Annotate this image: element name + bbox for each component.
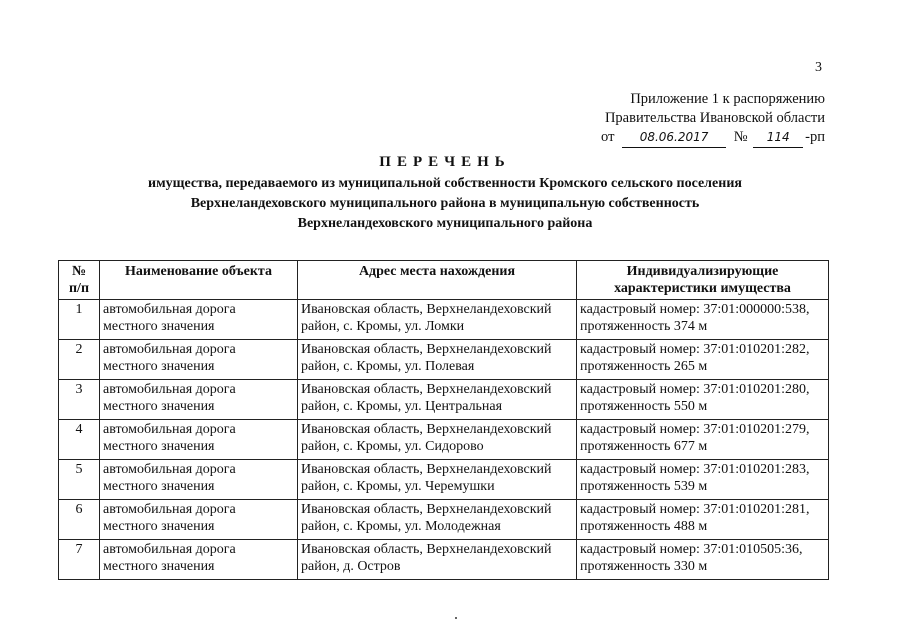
header-name: Наименование объекта [100, 261, 298, 300]
row-object-name [100, 340, 298, 380]
row-address-addr1: Ивановская область, Верхнеландеховский [301, 542, 552, 557]
row-num [59, 420, 100, 460]
row-characteristics [577, 540, 829, 580]
row-address-addr2: район, с. Кромы, ул. Молодежная [301, 519, 501, 534]
row-num-num: 3 [75, 382, 83, 397]
appendix-date: 08.06.2017 [622, 128, 726, 148]
row-address-addr1: Ивановская область, Верхнеландеховский [301, 382, 552, 397]
row-num-num: 2 [75, 342, 83, 357]
row-characteristics-char2: протяженность 488 м [580, 519, 708, 534]
row-object-name-name1: автомобильная дорога [103, 302, 236, 317]
appendix-block [601, 90, 825, 148]
table-row [59, 460, 829, 500]
appendix-from-label: от [601, 129, 615, 145]
row-num [59, 500, 100, 540]
row-address-addr2: район, с. Кромы, ул. Полевая [301, 359, 475, 374]
row-address [298, 460, 577, 500]
row-address-addr2: район, с. Кромы, ул. Сидорово [301, 439, 484, 454]
title-line-1: имущества, передаваемого из муниципальной собственности Кромского сельского поселения [148, 176, 742, 191]
scan-speck [455, 617, 457, 619]
row-num-num: 6 [75, 502, 83, 517]
row-num [59, 340, 100, 380]
row-characteristics-char1: кадастровый номер: 37:01:010201:279, [580, 422, 810, 437]
table-body [59, 300, 829, 580]
header-chars-line-2: характеристики имущества [614, 281, 791, 296]
row-object-name [100, 420, 298, 460]
row-object-name-name2: местного значения [103, 359, 215, 374]
row-characteristics [577, 380, 829, 420]
row-characteristics-char1: кадастровый номер: 37:01:010201:280, [580, 382, 810, 397]
row-characteristics [577, 500, 829, 540]
row-address-addr2: район, с. Кромы, ул. Ломки [301, 319, 465, 334]
title-line-2: Верхнеландеховского муниципального района в муниципальную собственность [190, 196, 700, 211]
row-characteristics [577, 420, 829, 460]
table-header-row [59, 261, 829, 300]
header-chars-line-1: Индивидуализирующие [626, 264, 779, 279]
row-characteristics [577, 300, 829, 340]
row-object-name-name1: автомобильная дорога [103, 382, 236, 397]
row-object-name [100, 460, 298, 500]
row-characteristics [577, 340, 829, 380]
row-address-addr2: район, с. Кромы, ул. Черемушки [301, 479, 495, 494]
appendix-line-1: Приложение 1 к распоряжению [630, 91, 825, 107]
row-num-num: 7 [75, 542, 83, 557]
header-num-line-2: п/п [68, 281, 90, 296]
row-address [298, 380, 577, 420]
row-characteristics-char1: кадастровый номер: 37:01:010201:281, [580, 502, 810, 517]
row-characteristics-char1: кадастровый номер: 37:01:010201:283, [580, 462, 810, 477]
appendix-number-label: № [733, 129, 748, 145]
row-object-name-name1: автомобильная дорога [103, 342, 236, 357]
row-characteristics-char2: протяженность 330 м [580, 559, 708, 574]
row-address [298, 420, 577, 460]
table-row [59, 300, 829, 340]
table-row [59, 540, 829, 580]
appendix-number: 114 [753, 128, 803, 148]
row-address-addr1: Ивановская область, Верхнеландеховский [301, 422, 552, 437]
row-address-addr2: район, д. Остров [301, 559, 401, 574]
row-object-name-name2: местного значения [103, 439, 215, 454]
appendix-line-3 [601, 128, 825, 148]
row-characteristics-char1: кадастровый номер: 37:01:010505:36, [580, 542, 803, 557]
row-num [59, 540, 100, 580]
row-address [298, 300, 577, 340]
header-characteristics [577, 261, 829, 300]
table-row [59, 500, 829, 540]
appendix-line-2: Правительства Ивановской области [604, 110, 825, 126]
row-address-addr2: район, с. Кромы, ул. Центральная [301, 399, 503, 414]
row-object-name [100, 500, 298, 540]
row-address [298, 500, 577, 540]
row-object-name-name2: местного значения [103, 399, 215, 414]
row-address-addr1: Ивановская область, Верхнеландеховский [301, 462, 552, 477]
header-address: Адрес места нахождения [298, 261, 577, 300]
title-line-3: Верхнеландеховского муниципального района [297, 216, 593, 231]
row-num-num: 4 [75, 422, 83, 437]
table-row [59, 380, 829, 420]
row-object-name-name2: местного значения [103, 519, 215, 534]
row-characteristics-char2: протяженность 539 м [580, 479, 708, 494]
row-num-num: 5 [75, 462, 83, 477]
document-title [60, 152, 830, 234]
row-characteristics [577, 460, 829, 500]
row-object-name-name2: местного значения [103, 559, 215, 574]
table-row [59, 340, 829, 380]
row-address-addr1: Ивановская область, Верхнеландеховский [301, 502, 552, 517]
row-object-name-name1: автомобильная дорога [103, 422, 236, 437]
row-object-name-name2: местного значения [103, 319, 215, 334]
row-address [298, 340, 577, 380]
header-num [59, 261, 100, 300]
row-object-name [100, 380, 298, 420]
row-address-addr1: Ивановская область, Верхнеландеховский [301, 302, 552, 317]
title-heading: ПЕРЕЧЕНЬ [379, 154, 511, 170]
row-object-name-name2: местного значения [103, 479, 215, 494]
row-object-name-name1: автомобильная дорога [103, 502, 236, 517]
header-num-line-1: № [71, 264, 87, 279]
row-num-num: 1 [75, 302, 83, 317]
row-characteristics-char2: протяженность 374 м [580, 319, 708, 334]
row-characteristics-char1: кадастровый номер: 37:01:010201:282, [580, 342, 810, 357]
row-object-name-name1: автомобильная дорога [103, 542, 236, 557]
page-number: 3 [815, 60, 822, 75]
row-object-name [100, 300, 298, 340]
row-characteristics-char2: протяженность 550 м [580, 399, 708, 414]
row-characteristics-char1: кадастровый номер: 37:01:000000:538, [580, 302, 810, 317]
row-characteristics-char2: протяженность 265 м [580, 359, 708, 374]
row-address [298, 540, 577, 580]
property-table [58, 260, 829, 580]
row-num [59, 460, 100, 500]
appendix-suffix: -рп [805, 129, 825, 145]
row-num [59, 300, 100, 340]
row-object-name [100, 540, 298, 580]
table-row [59, 420, 829, 460]
row-characteristics-char2: протяженность 677 м [580, 439, 708, 454]
row-num [59, 380, 100, 420]
row-address-addr1: Ивановская область, Верхнеландеховский [301, 342, 552, 357]
row-object-name-name1: автомобильная дорога [103, 462, 236, 477]
